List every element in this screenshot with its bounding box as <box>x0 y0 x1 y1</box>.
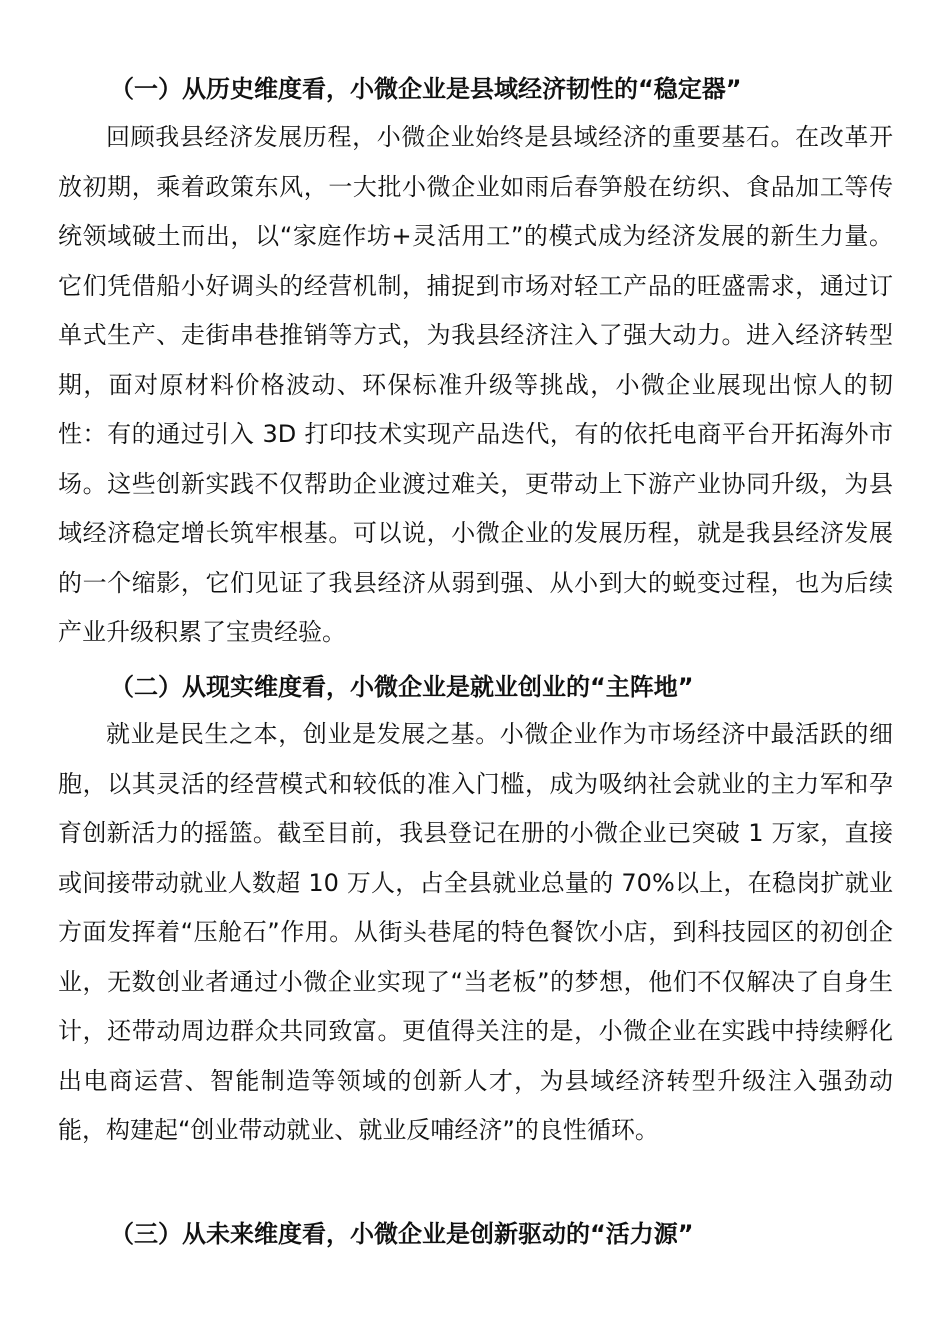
section-heading-2: （二）从现实维度看，小微企业是就业创业的“主阵地” <box>110 673 694 701</box>
section-body-2: 就业是民生之本，创业是发展之基。小微企业作为市场经济中最活跃的细胞，以其灵活的经营模式和较低的准入门槛，成为吸纳社会就业的主力军和孕育创新活力的摇篮。截至目前，我县登记在册的小微企业已突破 1 万家，直接或间接带动就业人数超 10 万人，占全县就业总量的 70%以上，在稳岗扩就业方面发挥着“压舱石”作用。从街头巷尾的特色餐饮小店，到科技园区的初创企业，无数创业者通过小微企业实现了“当老板”的梦想，他们不仅解决了自身生计，还带动周边群众共同致富。更值得关注的是，小微企业在实践中持续孵化出电商运营、智能制造等领域的创新人才，为县域经济转型升级注入强劲动能，构建起“创业带动就业、就业反哺经济”的良性循环。 <box>58 720 893 1144</box>
section-heading-1: （一）从历史维度看，小微企业是县域经济韧性的“稳定器” <box>110 75 742 103</box>
section-heading-3: （三）从未来维度看，小微企业是创新驱动的“活力源” <box>110 1220 694 1248</box>
section-body-1: 回顾我县经济发展历程，小微企业始终是县域经济的重要基石。在改革开放初期，乘着政策东风，一大批小微企业如雨后春笋般在纺织、食品加工等传统领域破土而出，以“家庭作坊+灵活用工”的模式成为经济发展的新生力量。它们凭借船小好调头的经营机制，捕捉到市场对轻工产品的旺盛需求，通过订单式生产、走街串巷推销等方式，为我县经济注入了强大动力。进入经济转型期，面对原材料价格波动、环保标准升级等挑战，小微企业展现出惊人的韧性：有的通过引入 3D 打印技术实现产品迭代，有的依托电商平台开拓海外市场。这些创新实践不仅帮助企业渡过难关，更带动上下游产业协同升级，为县域经济稳定增长筑牢根基。可以说，小微企业的发展历程，就是我县经济发展的一个缩影，它们见证了我县经济从弱到强、从小到大的蜕变过程，也为后续产业升级积累了宝贵经验。 <box>58 123 893 646</box>
